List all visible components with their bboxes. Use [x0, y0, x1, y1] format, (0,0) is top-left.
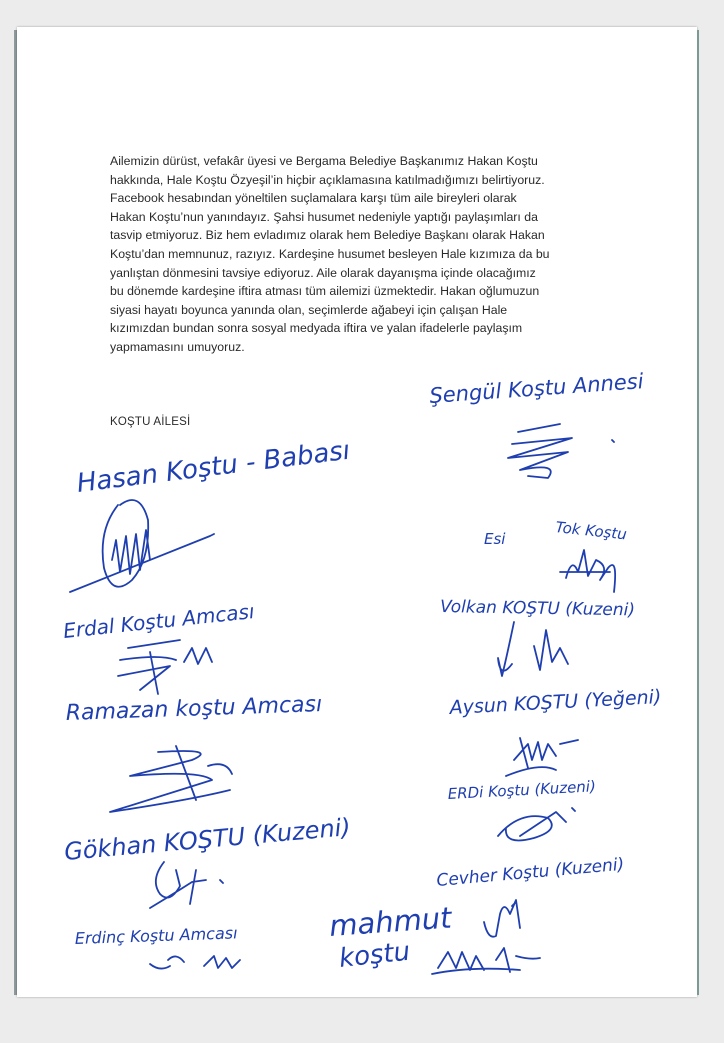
signature-name-mahmut: mahmut	[328, 900, 453, 943]
signature-name-hasan: Hasan Koştu - Babası	[75, 435, 352, 499]
signature-name-ramazan: Ramazan koştu Amcası	[65, 692, 323, 726]
statement-line: bu dönemde kardeşine iftira atması tüm ailemizi üzmektedir. Hakan oğlumuzun	[110, 284, 540, 299]
statement-line: Koştu’dan memnunuz, razıyız. Kardeşine husumet besleyen Hale kızımıza da bu	[110, 246, 550, 261]
statement-line: yanlıştan dönmesini tavsiye ediyoruz. Aile olarak dayanışma içinde olacağımız	[110, 265, 536, 280]
signature-mark-erdi	[498, 808, 575, 840]
signature-name-erdi: ERDi Koştu (Kuzeni)	[447, 777, 597, 803]
signature-mark-mahmut	[432, 948, 540, 974]
signature-mark-volkan	[498, 622, 568, 676]
statement-line: yapmamasını umuyoruz.	[110, 339, 245, 354]
signature-mark-aysun	[506, 738, 578, 776]
signature-name-gokhan: Gökhan KOŞTU (Kuzeni)	[63, 813, 352, 866]
signature-mark-erdinc	[150, 956, 240, 969]
signature-name-erdal: Erdal Koştu Amcası	[62, 599, 256, 643]
signature-mark-gokhan	[150, 862, 223, 908]
signature-mark-hasan	[70, 500, 214, 592]
signature-name-cevher: Cevher Koştu (Kuzeni)	[435, 854, 626, 891]
signature-mark-cevher	[484, 900, 520, 937]
statement-line: Hakan Koştu’nun yanındayız. Şahsi husumet nedeniyle yaptığı paylaşımları da	[110, 209, 538, 224]
signature-name-tok: Tok Koştu	[554, 518, 628, 544]
statement-line: hakkında, Hale Koştu Özyeşil’in hiçbir açıklamasına katılmadığımızı belirtiyoruz.	[110, 172, 545, 187]
signature-name-erdinc: Erdinç Koştu Amcası	[74, 923, 238, 948]
signature-name-aysun: Aysun KOŞTU (Yeğeni)	[449, 685, 662, 719]
statement-line: Facebook hesabından yöneltilen suçlamalara karşı tüm aile bireyleri olarak	[110, 191, 517, 206]
statement-line: Ailemizin dürüst, vefakâr üyesi ve Bergama Belediye Başkanımız Hakan Koştu	[110, 154, 538, 168]
statement-line: tasvip etmiyoruz. Biz hem evladımız olarak hem Belediye Başkanı olarak Hakan	[110, 228, 545, 243]
signature-name-mahmut-last: koştu	[337, 936, 412, 974]
signature-name-esi: Esi	[484, 530, 506, 548]
signature-name-sengul: Şengül Koştu Annesi	[428, 369, 645, 408]
statement-line: kızımızdan bundan sonra sosyal medyada iftira ve yalan ifadelerle paylaşım	[110, 321, 523, 336]
signature-mark-sengul	[508, 424, 614, 478]
signature-mark-ramazan	[110, 746, 232, 812]
signature-mark-erdal	[118, 640, 212, 694]
family-signoff: KOŞTU AİLESİ	[110, 416, 191, 428]
signature-mark-tok	[560, 550, 615, 592]
signature-name-volkan: Volkan KOŞTU (Kuzeni)	[439, 597, 636, 621]
statement-line: siyasi hayatı boyunca yanında olan, seçimlerde ağabeyi için çalışan Hale	[110, 302, 508, 317]
